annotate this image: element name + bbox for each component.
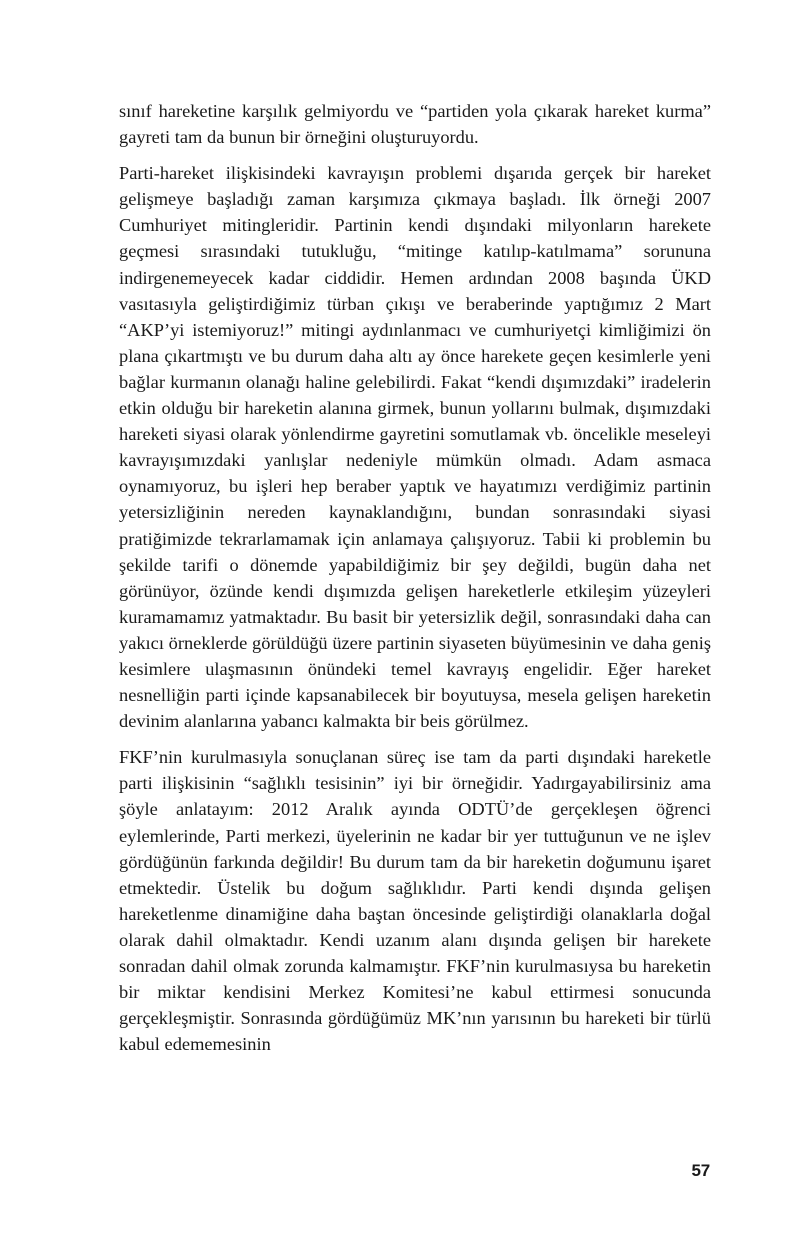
body-paragraph: FKF’nin kurulmasıyla sonuçlanan süreç ise tam da parti dışındaki hareketle parti ilişkisinin “sağlıklı tesisinin” iyi bir örneğidir. Yadırgayabilirsiniz ama şöyle anlatayım: 2012 Aralık ayında ODTÜ’de gerçekleşen öğrenci eylemlerinde, Parti merkezi, üyelerinin ne kadar bir yer tuttuğunun ve ne işlev gördüğünün farkında değildir! Bu durum tam da bir hareketin doğumunu işaret etmektedir. Üstelik bu doğum sağlıklıdır. Parti kendi dışında gelişen hareketlenme dinamiğine daha baştan öncesinde geliştirdiği olanaklarla doğal olarak dahil olmaktadır. Kendi uzanım alanı dışında gelişen bir harekete sonradan dahil olmak zorunda kalmamıştır. FKF’nin kurulmasıysa bu hareketin bir miktar kendisini Merkez Komitesi’ne kabul ettirmesi sonucunda gerçekleşmiştir. Sonrasında gördüğümüz MK’nın yarısının bu hareketi bir türlü kabul edememesinin [119, 747, 711, 1055]
body-text-column [119, 98, 711, 1057]
body-paragraph: sınıf hareketine karşılık gelmiyordu ve “partiden yola çıkarak hareket kurma” gayreti tam da bunun bir örneğini oluşturuyordu. [119, 101, 711, 148]
page-number: 57 [691, 1161, 710, 1180]
body-paragraph: Parti-hareket ilişkisindeki kavrayışın problemi dışarıda gerçek bir hareket gelişmeye başladığı zaman karşımıza çıkmaya başladı. İlk örneği 2007 Cumhuriyet mitingleridir. Partinin kendi dışındaki milyonların harekete geçmesi sırasındaki tutukluğu, “mitinge katılıp-katılmama” sorununa indirgenemeyecek kadar ciddidir. Hemen ardından 2008 başında ÜKD vasıtasıyla geliştirdiğimiz türban çıkışı ve beraberinde yaptığımız 2 Mart “AKP’yi istemiyoruz!” mitingi aydınlanmacı ve cumhuriyetçi kimliğimizi ön plana çıkartmıştı ve bu durum daha altı ay önce harekete geçen kesimlerle yeni bağlar kurmanın olanağı haline gelebilirdi. Fakat “kendi dışımızdaki” iradelerin etkin olduğu bir hareketin alanına girmek, bunun yollarını bulmak, dışımızdaki hareketi siyasi olarak yönlendirme gayretini somutlamak vb. öncelikle meseleyi kavrayışımızdaki yanlışlar nedeniyle mümkün olmadı. Adam asmaca oynamıyoruz, bu işleri hep beraber yaptık ve hayatımızı verdiğimiz partinin yetersizliğinin nereden kaynaklandığını, bundan sonrasındaki siyasi pratiğimizde tekrarlamamak için anlamaya çalışıyoruz. Tabii ki problemin bu şekilde tarifi o dönemde yapabildiğimiz bir şey değildi, bugün daha net görünüyor, özünde kendi dışımızda gelişen hareketlerle etkileşim yüzeyleri kuramamamız yatmaktadır. Bu basit bir yetersizlik değil, sonrasındaki daha can yakıcı örneklerde görüldüğü üzere partinin siyaseten büyümesinin ve daha geniş kesimlere ulaşmasının önündeki temel kavrayış engelidir. Eğer hareket nesnelliğin parti içinde kapsanabilecek bir boyutuysa, mesela gelişen hareketin devinim alanlarına yabancı kalmakta bir beis görülmez. [119, 163, 711, 732]
